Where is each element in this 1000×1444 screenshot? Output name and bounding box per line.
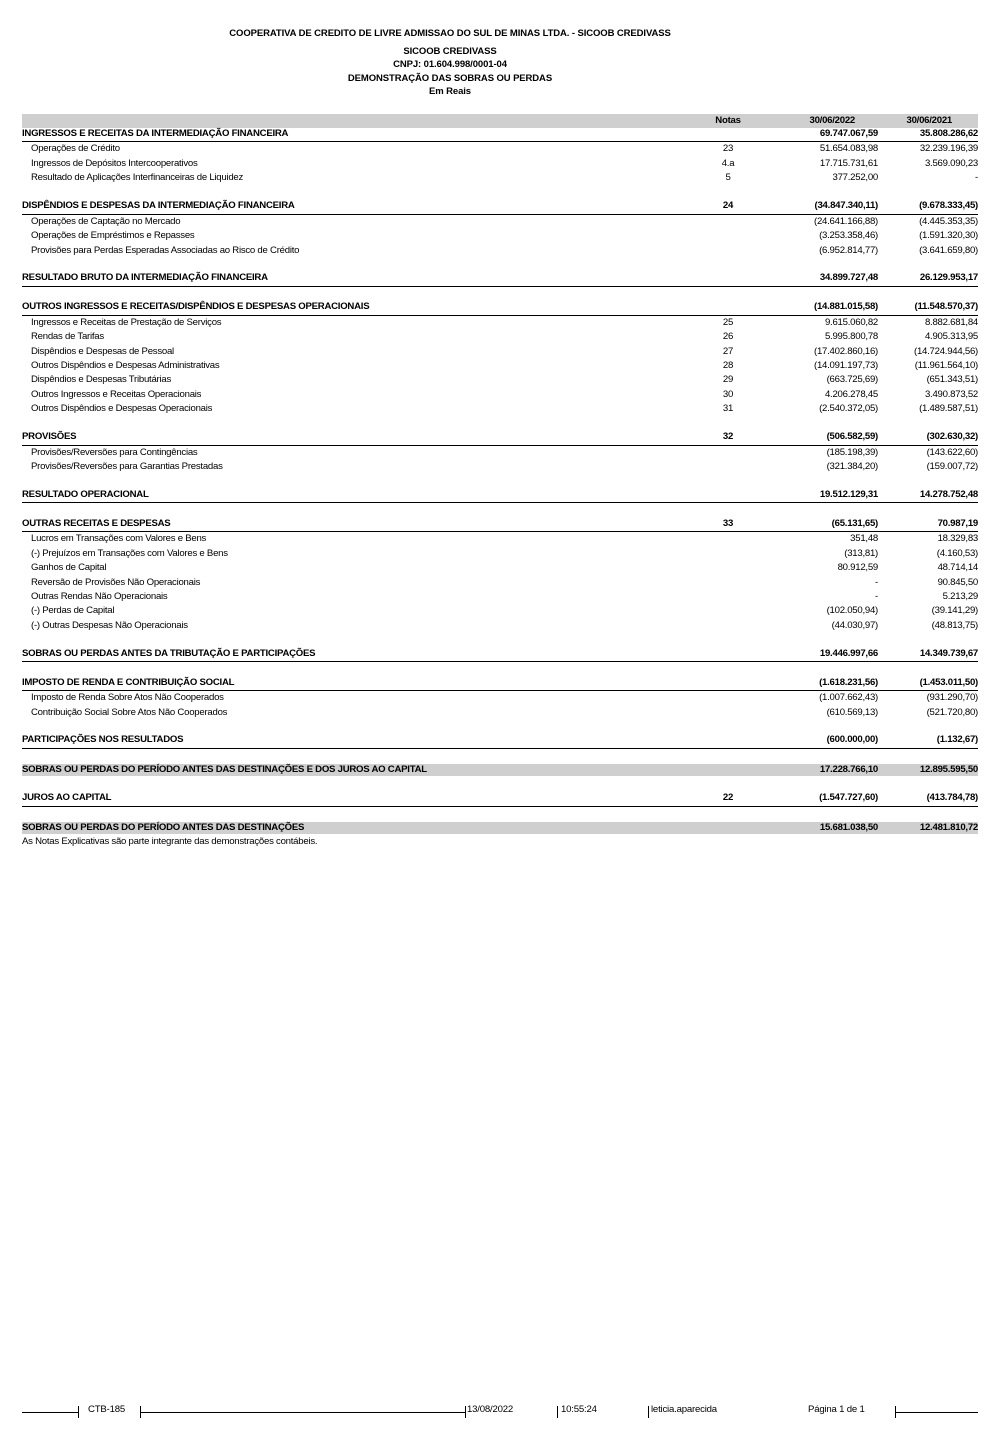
line-item-row bbox=[22, 561, 978, 575]
value-2021: (4.160,53) bbox=[936, 547, 978, 559]
row-label: (-) Outras Despesas Não Operacionais bbox=[31, 619, 188, 631]
statement-rows bbox=[22, 128, 978, 834]
value-2021: 35.808.286,62 bbox=[919, 128, 978, 139]
row-label: (-) Prejuízos em Transações com Valores e Bens bbox=[31, 547, 228, 559]
row-note: 32 bbox=[722, 431, 734, 443]
value-2021: (1.489.587,51) bbox=[919, 403, 978, 415]
value-2021: 12.481.810,72 bbox=[919, 822, 978, 834]
line-item-row bbox=[22, 215, 978, 229]
row-label: JUROS AO CAPITAL bbox=[22, 792, 112, 804]
line-item-row bbox=[22, 691, 978, 705]
footer-tick bbox=[78, 1406, 79, 1418]
value-2022: 5.995.800,78 bbox=[824, 331, 878, 343]
value-2022: 351,48 bbox=[850, 533, 878, 545]
spacer-row bbox=[22, 749, 978, 763]
value-2022: (3.253.358,46) bbox=[819, 230, 878, 242]
footer-rule bbox=[895, 1412, 978, 1413]
value-2022: (1.547.727,60) bbox=[819, 792, 878, 804]
footer-tick bbox=[557, 1406, 558, 1418]
spacer-row bbox=[22, 662, 978, 676]
value-2021: (11.961.564,10) bbox=[914, 360, 978, 371]
value-2021: 90.845,50 bbox=[937, 576, 978, 588]
row-label: DISPÊNDIOS E DESPESAS DA INTERMEDIAÇÃO FINANCEIRA bbox=[22, 200, 295, 212]
line-item-row bbox=[22, 171, 978, 185]
row-label: SOBRAS OU PERDAS ANTES DA TRIBUTAÇÃO E PARTICIPAÇÕES bbox=[22, 647, 316, 659]
value-2021: 14.278.752,48 bbox=[919, 488, 978, 500]
total-row bbox=[22, 822, 978, 834]
value-2021: (143.622,60) bbox=[926, 446, 978, 458]
row-label: Dispêndios e Despesas de Pessoal bbox=[31, 345, 174, 357]
row-label: Provisões/Reversões para Garantias Prestadas bbox=[31, 461, 223, 473]
row-label: Reversão de Provisões Não Operacionais bbox=[31, 576, 201, 588]
value-2022: - bbox=[875, 576, 878, 588]
value-2022: (1.618.231,56) bbox=[819, 676, 878, 688]
value-2021: (3.641.659,80) bbox=[919, 244, 978, 256]
spacer-row bbox=[22, 417, 978, 431]
value-2022: (65.131,65) bbox=[831, 517, 878, 529]
line-item-row bbox=[22, 157, 978, 171]
cnpj: CNPJ: 01.604.998/0001-04 bbox=[393, 59, 507, 70]
value-2022: (44.030,97) bbox=[831, 619, 878, 631]
value-2021: (9.678.333,45) bbox=[919, 200, 978, 212]
row-label: Dispêndios e Despesas Tributárias bbox=[31, 374, 171, 386]
value-2021: (521.720,80) bbox=[926, 706, 978, 718]
value-2022: 19.512.129,31 bbox=[819, 488, 878, 500]
value-2022: 80.912,59 bbox=[837, 562, 878, 574]
line-item-row bbox=[22, 547, 978, 561]
value-2022: (185.198,39) bbox=[826, 446, 878, 458]
row-label: RESULTADO OPERACIONAL bbox=[22, 488, 149, 500]
line-item-row bbox=[22, 446, 978, 460]
row-label: Ingressos de Depósitos Intercooperativos bbox=[31, 157, 198, 169]
value-2022: (321.384,20) bbox=[826, 461, 878, 473]
line-item-row bbox=[22, 345, 978, 359]
section-row bbox=[22, 677, 978, 691]
line-item-row bbox=[22, 388, 978, 402]
value-2022: 9.615.060,82 bbox=[824, 316, 878, 328]
row-label: Ingressos e Receitas de Prestação de Serviços bbox=[31, 316, 222, 328]
line-item-row bbox=[22, 330, 978, 344]
spacer-row bbox=[22, 186, 978, 200]
print-date: 13/08/2022 bbox=[467, 1404, 514, 1415]
value-2021: (302.630,32) bbox=[926, 431, 978, 443]
value-2021: - bbox=[975, 172, 978, 184]
row-label: Operações de Crédito bbox=[31, 143, 120, 155]
value-2022: (663.725,69) bbox=[826, 374, 878, 386]
current-period-header: 30/06/2022 bbox=[809, 115, 855, 126]
section-row bbox=[22, 734, 978, 748]
row-label: INGRESSOS E RECEITAS DA INTERMEDIAÇÃO FINANCEIRA bbox=[22, 128, 289, 139]
row-label: Provisões para Perdas Esperadas Associadas ao Risco de Crédito bbox=[31, 244, 300, 256]
row-note: 4.a bbox=[721, 157, 735, 169]
row-note: 31 bbox=[722, 403, 734, 415]
total-row bbox=[22, 764, 978, 776]
row-label: OUTRAS RECEITAS E DESPESAS bbox=[22, 517, 171, 529]
line-item-row bbox=[22, 706, 978, 720]
spacer-row bbox=[22, 287, 978, 301]
row-label: Operações de Captação no Mercado bbox=[31, 215, 181, 227]
row-note: 30 bbox=[722, 388, 734, 400]
value-2021: (1.132,67) bbox=[936, 734, 978, 746]
row-note: 24 bbox=[722, 200, 734, 212]
line-item-row bbox=[22, 590, 978, 604]
value-2021: (11.548.570,37) bbox=[914, 301, 978, 313]
value-2022: (600.000,00) bbox=[826, 734, 878, 746]
row-label: Rendas de Tarifas bbox=[31, 331, 104, 343]
value-2022: (506.582,59) bbox=[826, 431, 878, 443]
company-name: COOPERATIVA DE CREDITO DE LIVRE ADMISSAO DO SUL DE MINAS LTDA. - SICOOB CREDIVASS bbox=[229, 28, 671, 39]
footer-tick bbox=[648, 1406, 649, 1418]
value-2022: 17.715.731,61 bbox=[819, 157, 878, 169]
short-name: SICOOB CREDIVASS bbox=[403, 46, 497, 57]
row-label: Lucros em Transações com Valores e Bens bbox=[31, 533, 207, 545]
row-label: OUTROS INGRESSOS E RECEITAS/DISPÊNDIOS E DESPESAS OPERACIONAIS bbox=[22, 301, 370, 313]
row-label: SOBRAS OU PERDAS DO PERÍODO ANTES DAS DESTINAÇÕES bbox=[22, 822, 305, 834]
row-label: Provisões/Reversões para Contingências bbox=[31, 446, 198, 458]
row-label: Outros Dispêndios e Despesas Administrativas bbox=[31, 360, 220, 371]
value-2022: - bbox=[875, 591, 878, 602]
section-row bbox=[22, 518, 978, 532]
statement-title: DEMONSTRAÇÃO DAS SOBRAS OU PERDAS bbox=[347, 73, 553, 84]
value-2022: 4.206.278,45 bbox=[824, 388, 878, 400]
row-label: Resultado de Aplicações Interfinanceiras de Liquidez bbox=[31, 172, 244, 184]
value-2021: (159.007,72) bbox=[926, 461, 978, 473]
row-label: PARTICIPAÇÕES NOS RESULTADOS bbox=[22, 734, 184, 746]
value-2021: 3.490.873,52 bbox=[924, 388, 978, 400]
value-2021: (931.290,70) bbox=[926, 692, 978, 704]
row-label: PROVISÕES bbox=[22, 431, 77, 443]
spacer-row bbox=[22, 258, 978, 272]
notes-column-header: Notas bbox=[715, 115, 741, 126]
row-label: Outros Ingressos e Receitas Operacionais bbox=[31, 388, 202, 400]
currency-label: Em Reais bbox=[429, 86, 471, 97]
line-item-row bbox=[22, 402, 978, 416]
value-2022: (14.091.197,73) bbox=[814, 360, 878, 371]
value-2022: 377.252,00 bbox=[832, 172, 878, 184]
value-2021: (4.445.353,35) bbox=[919, 215, 978, 227]
line-item-row bbox=[22, 373, 978, 387]
value-2021: 3.569.090,23 bbox=[924, 157, 978, 169]
value-2021: 70.987,19 bbox=[937, 517, 978, 529]
value-2021: 14.349.739,67 bbox=[919, 647, 978, 659]
value-2022: (6.952.814,77) bbox=[819, 244, 878, 256]
print-time: 10:55:24 bbox=[561, 1404, 597, 1415]
footer-tick bbox=[465, 1406, 466, 1418]
value-2021: (413.784,78) bbox=[926, 792, 978, 804]
value-2021: 48.714,14 bbox=[937, 562, 978, 574]
value-2021: 5.213,29 bbox=[942, 591, 978, 602]
section-row bbox=[22, 200, 978, 214]
value-2021: (1.453.011,50) bbox=[919, 676, 978, 688]
row-label: RESULTADO BRUTO DA INTERMEDIAÇÃO FINANCEIRA bbox=[22, 272, 268, 284]
value-2022: 17.228.766,10 bbox=[819, 764, 878, 776]
row-note: 27 bbox=[722, 345, 734, 357]
row-label: SOBRAS OU PERDAS DO PERÍODO ANTES DAS DESTINAÇÕES E DOS JUROS AO CAPITAL bbox=[22, 764, 427, 776]
value-2022: (34.847.340,11) bbox=[814, 200, 878, 212]
section-row bbox=[22, 648, 978, 662]
section-row bbox=[22, 792, 978, 806]
section-row bbox=[22, 272, 978, 286]
value-2021: (14.724.944,56) bbox=[914, 345, 978, 357]
spacer-row bbox=[22, 633, 978, 647]
row-note: 28 bbox=[722, 360, 734, 371]
row-note: 23 bbox=[722, 143, 734, 155]
line-item-row bbox=[22, 244, 978, 258]
line-item-row bbox=[22, 229, 978, 243]
value-2021: (48.813,75) bbox=[931, 619, 978, 631]
row-label: Imposto de Renda Sobre Atos Não Cooperados bbox=[31, 692, 224, 704]
line-item-row bbox=[22, 142, 978, 156]
value-2021: 12.895.595,50 bbox=[919, 764, 978, 776]
value-2021: (651.343,51) bbox=[926, 374, 978, 386]
value-2022: (102.050,94) bbox=[826, 605, 878, 617]
previous-period-header: 30/06/2021 bbox=[906, 115, 952, 126]
value-2022: (610.569,13) bbox=[826, 706, 878, 718]
spacer-row bbox=[22, 720, 978, 734]
column-header-row bbox=[22, 114, 978, 128]
row-note: 22 bbox=[722, 792, 734, 804]
section-row bbox=[22, 489, 978, 503]
line-item-row bbox=[22, 532, 978, 546]
spacer-row bbox=[22, 503, 978, 517]
value-2022: (2.540.372,05) bbox=[819, 403, 878, 415]
value-2021: 26.129.953,17 bbox=[919, 272, 978, 284]
row-label: Ganhos de Capital bbox=[31, 562, 107, 574]
footer-rule bbox=[140, 1412, 465, 1413]
spacer-row bbox=[22, 807, 978, 821]
value-2021: (1.591.320,30) bbox=[919, 230, 978, 242]
section-row bbox=[22, 431, 978, 445]
row-note: 5 bbox=[725, 172, 731, 184]
line-item-row bbox=[22, 359, 978, 373]
value-2022: 15.681.038,50 bbox=[819, 822, 878, 834]
income-statement-table bbox=[22, 114, 978, 848]
row-label: Operações de Empréstimos e Repasses bbox=[31, 230, 195, 242]
value-2022: (17.402.860,16) bbox=[814, 345, 878, 357]
value-2021: 4.905.313,95 bbox=[924, 331, 978, 343]
value-2021: 8.882.681,84 bbox=[924, 316, 978, 328]
value-2022: 34.899.727,48 bbox=[819, 272, 878, 284]
value-2021: (39.141,29) bbox=[931, 605, 978, 617]
footer-rule bbox=[22, 1412, 78, 1413]
value-2022: 19.446.997,66 bbox=[819, 647, 878, 659]
page-number: Página 1 de 1 bbox=[808, 1404, 865, 1415]
row-note: 29 bbox=[722, 374, 734, 386]
footnote: As Notas Explicativas são parte integrante das demonstrações contábeis. bbox=[22, 836, 318, 848]
row-label: (-) Perdas de Capital bbox=[31, 605, 115, 617]
value-2022: (14.881.015,58) bbox=[814, 301, 878, 313]
row-note: 26 bbox=[722, 331, 734, 343]
report-code: CTB-185 bbox=[88, 1404, 125, 1415]
value-2022: (1.007.662,43) bbox=[819, 692, 878, 704]
value-2021: 32.239.196,39 bbox=[919, 143, 978, 155]
value-2022: (313,81) bbox=[844, 547, 878, 559]
row-label: IMPOSTO DE RENDA E CONTRIBUIÇÃO SOCIAL bbox=[22, 676, 235, 688]
user-name: leticia.aparecida bbox=[651, 1404, 717, 1415]
value-2022: 69.747.067,59 bbox=[819, 128, 878, 139]
line-item-row bbox=[22, 316, 978, 330]
section-row bbox=[22, 128, 978, 142]
row-note: 25 bbox=[722, 316, 734, 328]
spacer-row bbox=[22, 778, 978, 792]
row-label: Outras Rendas Não Operacionais bbox=[31, 591, 168, 602]
value-2021: 18.329,83 bbox=[937, 533, 978, 545]
line-item-row bbox=[22, 604, 978, 618]
line-item-row bbox=[22, 460, 978, 474]
line-item-row bbox=[22, 576, 978, 590]
spacer-row bbox=[22, 475, 978, 489]
row-label: Contribuição Social Sobre Atos Não Cooperados bbox=[31, 706, 228, 718]
row-note: 33 bbox=[722, 517, 734, 529]
value-2022: 51.654.083,98 bbox=[819, 143, 878, 155]
value-2022: (24.641.166,88) bbox=[814, 215, 878, 227]
line-item-row bbox=[22, 619, 978, 633]
row-label: Outros Dispêndios e Despesas Operacionais bbox=[31, 403, 213, 415]
section-row bbox=[22, 301, 978, 315]
